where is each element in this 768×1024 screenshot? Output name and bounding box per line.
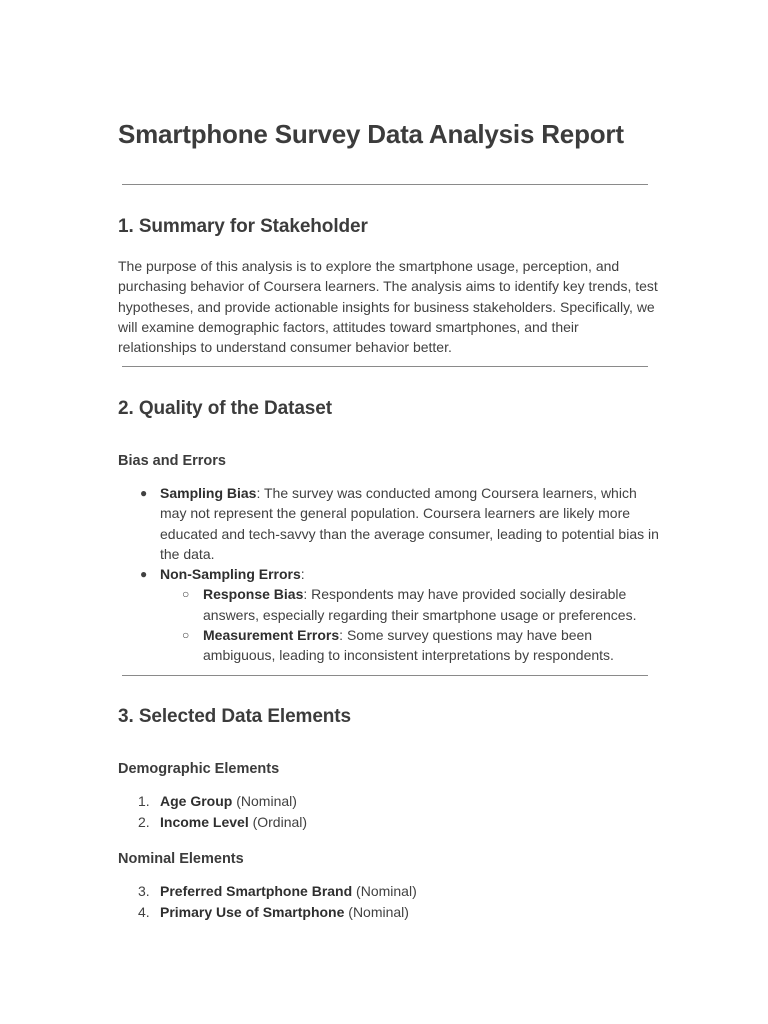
item-label: Measurement Errors	[203, 627, 340, 644]
bias-errors-subheading: Bias and Errors	[118, 453, 226, 469]
nominal-list	[118, 881, 658, 922]
list-item	[118, 902, 658, 923]
divider	[122, 366, 648, 367]
item-number: 4.	[138, 903, 150, 920]
divider	[122, 184, 648, 185]
section-3-heading: 3. Selected Data Elements	[118, 706, 351, 727]
item-text: :	[300, 566, 305, 583]
item-text: : Respondents may have provided socially desirable answers, especially regarding their smartphone usage or preferences.	[203, 586, 637, 623]
list-item	[118, 812, 658, 833]
item-label: Sampling Bias	[160, 485, 257, 501]
item-label: Preferred Smartphone Brand	[160, 883, 353, 899]
nominal-subheading: Nominal Elements	[118, 851, 244, 867]
list-item	[118, 881, 658, 902]
hollow-bullet-icon: ○	[182, 587, 190, 602]
bias-errors-list	[118, 483, 663, 666]
summary-text: The purpose of this analysis is to explore the smartphone usage, perception, and purchasing behavior of Coursera learners. The analysis aims to identify key trends, test hypotheses, and provide actionable insights for business stakeholders. Specifically, we will examine demographic factors, attitudes toward smartphones, and their relationships to understand consumer behavior better.	[118, 258, 658, 356]
item-label: Age Group	[160, 793, 233, 809]
item-label: Response Bias	[203, 586, 304, 603]
item-type: (Nominal)	[344, 903, 409, 920]
list-item	[118, 483, 663, 564]
section-2-heading: 2. Quality of the Dataset	[118, 398, 332, 419]
hollow-bullet-icon: ○	[182, 628, 190, 643]
sub-list-item	[118, 584, 663, 625]
item-number: 1.	[138, 793, 150, 809]
section-1-paragraph	[118, 256, 658, 357]
divider	[122, 675, 648, 676]
demographic-list	[118, 791, 658, 832]
item-text: : Some survey questions may have been ambiguous, leading to inconsistent interpretations by respondents.	[203, 627, 614, 664]
item-type: (Nominal)	[352, 883, 417, 899]
item-label: Non-Sampling Errors	[160, 566, 301, 583]
document-title: Smartphone Survey Data Analysis Report	[118, 119, 624, 149]
list-item	[118, 791, 658, 812]
section-1-heading: 1. Summary for Stakeholder	[118, 216, 368, 237]
bullet-icon: ●	[140, 567, 148, 582]
sub-list-item	[118, 625, 663, 666]
bullet-icon: ●	[140, 486, 148, 500]
item-type: (Nominal)	[232, 793, 297, 809]
item-label: Income Level	[160, 813, 249, 830]
list-item	[118, 564, 663, 584]
item-type: (Ordinal)	[248, 813, 308, 830]
item-label: Primary Use of Smartphone	[160, 903, 345, 920]
item-text: : The survey was conducted among Coursera learners, which may not represent the general population. Coursera learners are likely more educated and tech-savvy than the average consumer, leading to potential bias in the data.	[160, 485, 659, 562]
item-number: 2.	[138, 813, 150, 830]
demographic-subheading: Demographic Elements	[118, 761, 280, 777]
item-number: 3.	[138, 883, 150, 899]
